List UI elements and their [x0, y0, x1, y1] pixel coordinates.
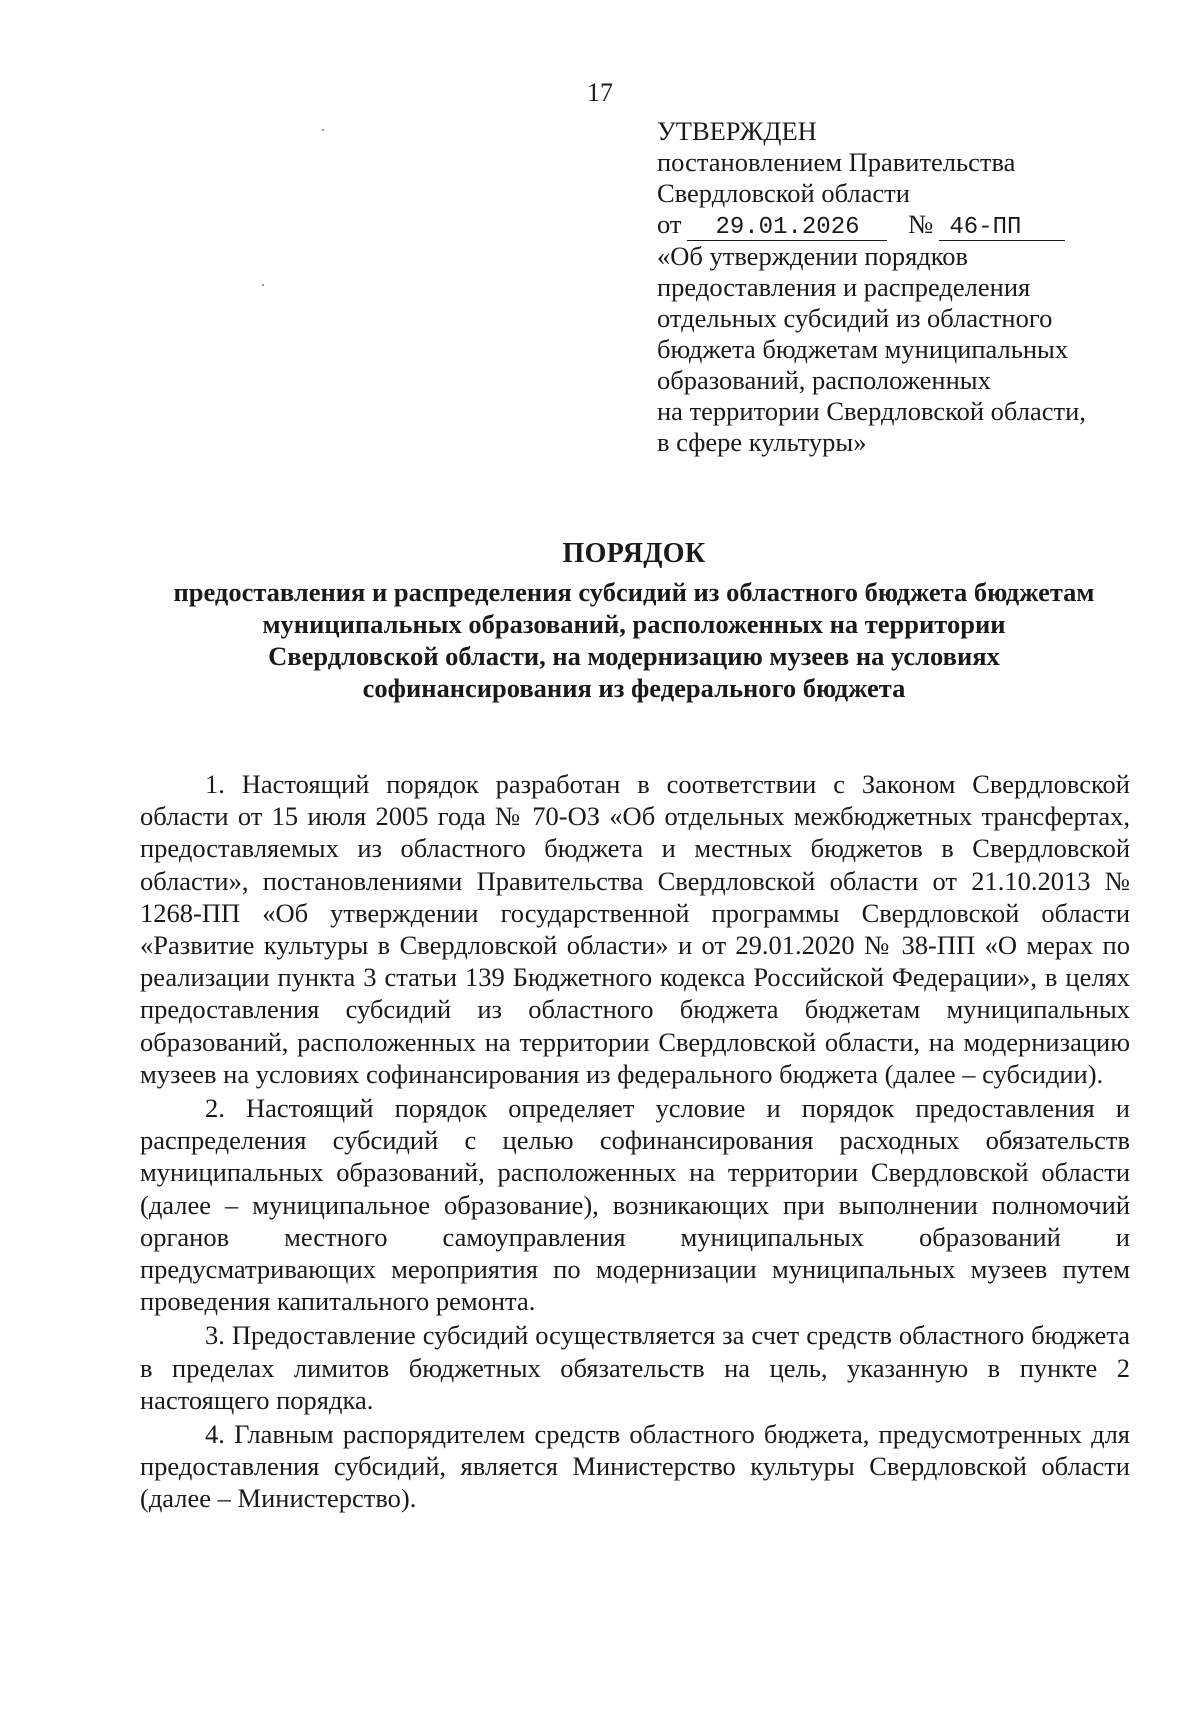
- approval-title-line: образований, расположенных: [657, 365, 991, 395]
- document-title-main: ПОРЯДОК: [562, 538, 706, 569]
- document-subtitle-line: муниципальных образований, расположенных на территории: [262, 609, 1006, 639]
- document-subtitle-line: Свердловской области, на модернизацию музеев на условиях: [268, 641, 1000, 671]
- approval-title-line: в сфере культуры»: [657, 427, 867, 457]
- approval-stamp: [657, 116, 1157, 458]
- paragraph-3: 3. Предоставление субсидий осуществляется за счет средств областного бюджета в пределах лимитов бюджетных обязательств на цель, указанную в пункте 2 настоящего порядка.: [140, 1320, 1130, 1415]
- scan-speck: [322, 129, 324, 131]
- approval-line-2: Свердловской области: [657, 178, 910, 208]
- approval-date-line: [657, 209, 1157, 241]
- approval-number: 46-ПП: [939, 216, 1065, 241]
- document-body: [140, 768, 1130, 1515]
- paragraph-1: 1. Настоящий порядок разработан в соответствии с Законом Свердловской области от 15 июля 2005 года № 70-ОЗ «Об отдельных межбюджетных трансфертах, предоставляемых из областного бюджета и местных бюджетов в Свердловской области», постановлениями Правительства Свердловской области от 21.10.2013 № 1268-ПП «Об утверждении государственной программы Свердловской области «Развитие культуры в Свердловской области» и от 29.01.2020 № 38-ПП «О мерах по реализации пункта 3 статьи 139 Бюджетного кодекса Российской Федерации», в целях предоставления субсидий из областного бюджета бюджетам муниципальных образований, расположенных на территории Свердловской области, на модернизацию музеев на условиях софинансирования из федерального бюджета (далее – субсидии).: [140, 769, 1130, 1089]
- approval-date: 29.01.2026: [687, 216, 887, 241]
- document-subtitle-line: софинансирования из федерального бюджета: [362, 673, 906, 703]
- document-subtitle-line: предоставления и распределения субсидий из областного бюджета бюджетам: [173, 577, 1095, 607]
- approval-title-line: отдельных субсидий из областного: [657, 303, 1053, 333]
- scan-speck: [262, 284, 264, 286]
- date-prefix: от: [657, 209, 682, 239]
- page-number: 17: [587, 78, 613, 107]
- document-title: [120, 538, 1148, 704]
- approval-heading: УТВЕРЖДЕН: [657, 116, 817, 146]
- approval-title-line: на территории Свердловской области,: [657, 396, 1086, 426]
- paragraph-2: 2. Настоящий порядок определяет условие и порядок предоставления и распределения субсидий с целью софинансирования расходных обязательств муниципальных образований, расположенных на территории Свердловской области (далее – муниципальное образование), возникающих при выполнении полномочий органов местного самоуправления муниципальных образований и предусматривающих мероприятия по модернизации муниципальных музеев путем проведения капитального ремонта.: [140, 1093, 1130, 1317]
- approval-title-line: предоставления и распределения: [657, 272, 1031, 302]
- paragraph-4: 4. Главным распорядителем средств областного бюджета, предусмотренных для предоставления субсидий, является Министерство культуры Свердловской области (далее – Министерство).: [140, 1419, 1130, 1514]
- approval-title-line: бюджета бюджетам муниципальных: [657, 334, 1069, 364]
- approval-title-line: «Об утверждении порядков: [657, 241, 969, 271]
- approval-line-1: постановлением Правительства: [657, 147, 1016, 177]
- number-prefix: №: [908, 209, 934, 239]
